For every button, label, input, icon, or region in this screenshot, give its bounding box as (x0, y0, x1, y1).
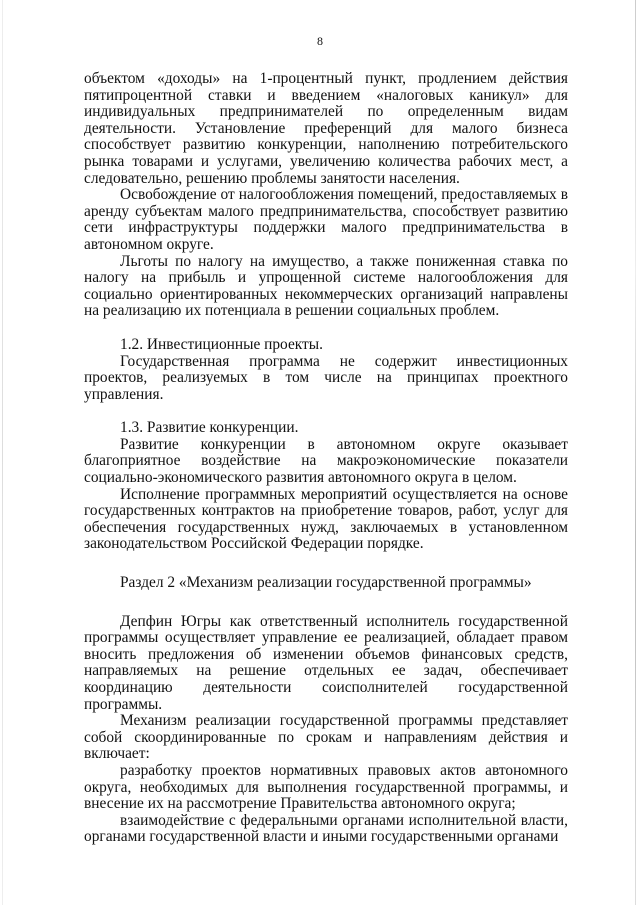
paragraph-interaction: взаимодействие с федеральными органами исполнительной власти, органами государственной власти и иными государственными органами (84, 811, 568, 846)
section-heading-mechanism: Раздел 2 «Механизм реализации государственной программы» (120, 574, 532, 592)
paragraph-competition: Развитие конкуренции в автономном округе оказывает благоприятное воздействие на макроэкономические показатели социально-экономического развития автономного округа в целом. (84, 435, 568, 487)
paragraph-preferences: объектом «доходы» на 1-процентный пункт, продлением действия пятипроцентной ставки и введением «налоговых каникул» для индивидуальных предпринимателей по определенным видам деятельности. Установление преференций для малого бизнеса способствует развитию конкуренции, наполнению потребительского рынка товарами и услугами, увеличению количества рабочих мест, а следовательно, решению проблемы занятости населения. (84, 70, 568, 187)
paragraph-depfin-role: Депфин Югры как ответственный исполнитель государственной программы осуществляет управление ее реализацией, обладает правом вносить предложения об изменении объемов финансовых средств, направляемых на решение отдельных ее задач, обеспечивает координацию деятельности соисполнителей государственной программы. (84, 612, 568, 713)
document-body (84, 71, 568, 846)
paragraph-normative-acts: разработку проектов нормативных правовых актов автономного округа, необходимых для выполнения государственной программы, и внесение их на рассмотрение Правительства автономного округа; (84, 761, 568, 813)
paragraph-premises-exemption: Освобождение от налогообложения помещений, предоставляемых в аренду субъектам малого предпринимательства, способствует развитию сети инфраструктуры поддержки малого предпринимательства в автономном округе. (84, 186, 568, 253)
subsection-heading-competition: 1.3. Развитие конкуренции. (120, 419, 299, 437)
subsection-heading-investment: 1.2. Инвестиционные проекты. (120, 335, 323, 353)
spacer (84, 403, 568, 420)
paragraph-property-tax-benefits: Льготы по налогу на имущество, а также пониженная ставка по налогу на прибыль и упрощенной системе налогообложения для социально ориентированных некоммерческих организаций направлены на реализацию их потенциала в решении социальных проблем. (84, 252, 568, 320)
paragraph-mechanism: Механизм реализации государственной программы представляет собой скоординированные по срокам и направлениям действия и включает: (84, 712, 568, 763)
scan-edge-right (635, 0, 636, 905)
spacer (84, 320, 568, 337)
spacer (84, 592, 568, 614)
page-number: 8 (317, 34, 323, 48)
scan-edge-left (2, 0, 3, 905)
paragraph-investment-projects: Государственная программа не содержит инвестиционных проектов, реализуемых в том числе на принципах проектного управления. (84, 352, 568, 403)
spacer (84, 553, 568, 575)
paragraph-state-contracts: Исполнение программных мероприятий осуществляется на основе государственных контрактов на приобретение товаров, работ, услуг для обеспечения государственных нужд, заключаемых в установленном законодательством Российской Федерации порядке. (84, 485, 568, 553)
